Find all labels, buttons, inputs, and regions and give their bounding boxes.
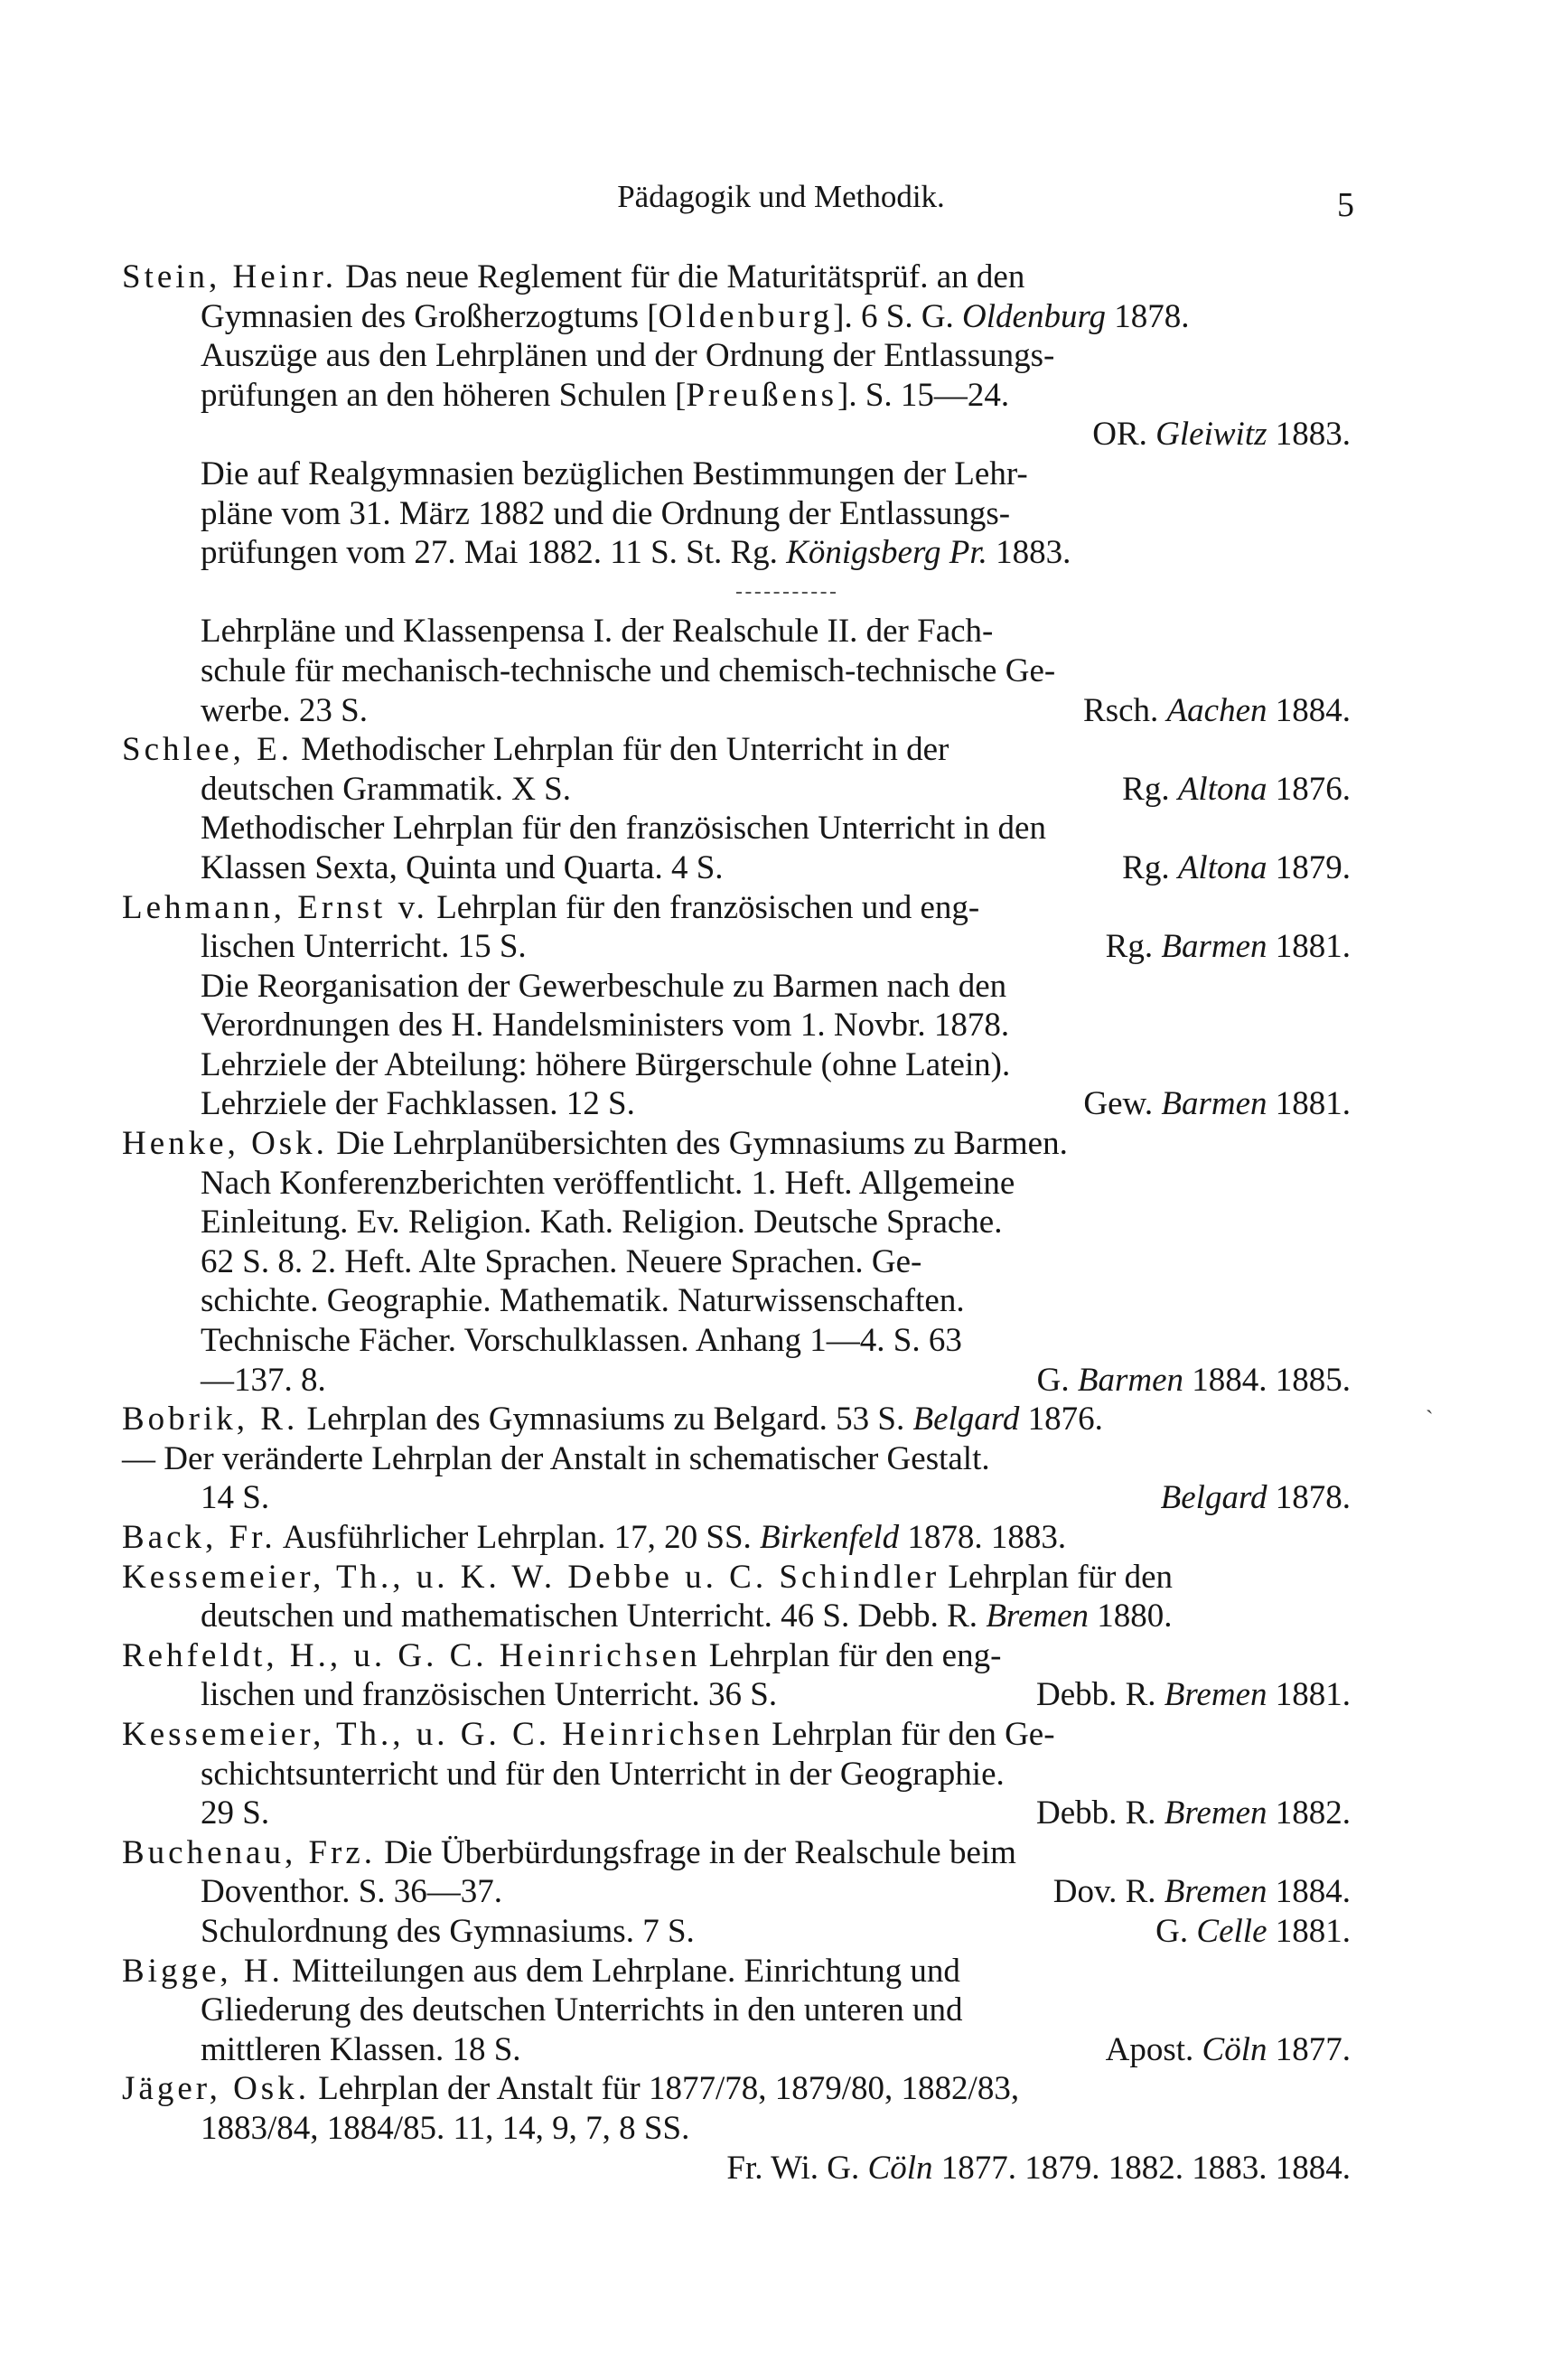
- publication-info: [1106, 927, 1351, 967]
- entry-line: [122, 848, 1351, 888]
- entry-text: Ausführlicher Lehrplan. 17, 20 SS.: [276, 1519, 761, 1556]
- place-name: Königsberg Pr.: [786, 534, 987, 572]
- stray-mark: ˎ: [1426, 1388, 1434, 1414]
- entry-first-line: [122, 1518, 1351, 1558]
- entry-line: [122, 415, 1351, 454]
- entry-text: 62 S. 8. 2. Heft. Alte Sprachen. Neuere Sprachen. Ge-: [201, 1242, 922, 1280]
- entry-text: lischen und französischen Unterricht. 36 S.: [201, 1676, 778, 1714]
- entry-first-line: [122, 1400, 1351, 1439]
- entry-line: [122, 1794, 1351, 1833]
- school-type: Dov. R.: [1052, 1873, 1164, 1911]
- entry-text: Lehrplan für den Ge-: [762, 1715, 1055, 1753]
- entry-text: Methodischer Lehrplan für den Unterricht in der: [292, 731, 949, 769]
- school-type: Debb. R.: [1035, 1676, 1164, 1714]
- entry-text: Lehrziele der Abteilung: höhere Bürgerschule (ohne Latein).: [201, 1045, 1011, 1083]
- entry-text: Nach Konferenzberichten veröffentlicht. 1. Heft. Allgemeine: [201, 1164, 1015, 1202]
- entry-line: [122, 533, 1351, 573]
- entry-text: Lehrplan des Gymnasiums zu Belgard. 53 S.: [298, 1401, 913, 1438]
- entry-line: [122, 770, 1351, 810]
- entry-line: [122, 1991, 1351, 2030]
- entry-author: Lehmann, Ernst v.: [122, 888, 428, 926]
- entry-text: Einleitung. Ev. Religion. Kath. Religion. Deutsche Sprache.: [201, 1204, 1003, 1242]
- entry-line: [122, 2109, 1351, 2149]
- entry-text: Das neue Reglement für die Maturitätsprüf. an den: [337, 258, 1025, 295]
- entry-line: [122, 1203, 1351, 1242]
- place-name: Belgard: [1160, 1479, 1267, 1517]
- entry-text: Gymnasien des Großherzogtums [: [201, 297, 659, 335]
- entry-text: Mitteilungen aus dem Lehrplane. Einrichtung und: [283, 1952, 960, 1990]
- entry-text: Lehrplan für den französischen und eng-: [427, 888, 980, 926]
- entry-year: 1883.: [987, 534, 1071, 572]
- entry-line: [122, 1439, 1351, 1479]
- entry-text: Doventhor. S. 36—37.: [201, 1873, 503, 1911]
- entry-author: Jäger, Osk.: [122, 2070, 310, 2108]
- entry-text: schule für mechanisch-technische und chemisch-technische Ge-: [201, 651, 1056, 689]
- entry-text: Die Lehrplanübersichten des Gymnasiums zu Barmen.: [327, 1125, 1068, 1163]
- entry-text: Methodischer Lehrplan für den französischen Unterricht in den: [201, 810, 1046, 848]
- entry-author: Schlee, E.: [122, 731, 293, 769]
- school-type: Apost.: [1105, 2030, 1202, 2068]
- entry-year: 1882.: [1267, 1794, 1351, 1832]
- school-type: OR.: [1092, 416, 1156, 454]
- entry-text: Die auf Realgymnasien bezüglichen Bestimmungen der Lehr-: [201, 454, 1028, 492]
- entry-line: [122, 809, 1351, 848]
- publication-info: [1122, 848, 1351, 888]
- bibliography-list: [122, 258, 1351, 2188]
- entry-line: [122, 1281, 1351, 1321]
- entry-year: 1884.: [1267, 1873, 1351, 1911]
- place-name: Oldenburg: [962, 297, 1106, 335]
- place-name: Gleiwitz: [1155, 416, 1267, 454]
- entry-author: Kessemeier, Th., u. G. C. Heinrichsen: [122, 1715, 763, 1753]
- publication-info: [1161, 1478, 1351, 1518]
- entry-year: 1884.: [1267, 691, 1351, 729]
- entry-text: schichte. Geographie. Mathematik. Naturwissenschaften.: [201, 1282, 965, 1320]
- entry-text: Lehrpläne und Klassenpensa I. der Realschule II. der Fach-: [201, 613, 994, 651]
- place-name: Barmen: [1161, 1085, 1267, 1123]
- place-name: Belgard: [912, 1401, 1020, 1438]
- entry-author: Stein, Heinr.: [122, 258, 338, 295]
- school-type: Rg.: [1122, 770, 1178, 808]
- entry-author: Henke, Osk.: [122, 1125, 328, 1163]
- entry-text: Auszüge aus den Lehrplänen und der Ordnung der Entlassungs-: [201, 337, 1055, 375]
- entry-text: Technische Fächer. Vorschulklassen. Anhang 1—4. S. 63: [201, 1322, 962, 1360]
- entry-year: 1877. 1879. 1882. 1883. 1884.: [932, 2149, 1351, 2187]
- entry-year: 1880.: [1089, 1598, 1173, 1635]
- entry-author: Kessemeier, Th., u. K. W. Debbe u. C. Schindler: [122, 1558, 940, 1596]
- entry-author: Back, Fr.: [122, 1519, 276, 1556]
- publication-info: [726, 2149, 1351, 2188]
- place-name: Bremen: [1164, 1676, 1267, 1714]
- entry-line: [122, 1242, 1351, 1282]
- entry-text: mittleren Klassen. 18 S.: [201, 2030, 521, 2068]
- entry-line: [122, 651, 1351, 691]
- entry-line: [122, 454, 1351, 494]
- entry-line: [122, 494, 1351, 534]
- entry-line: [122, 1164, 1351, 1204]
- entry-text: prüfungen an den höheren Schulen [: [201, 376, 687, 414]
- entry-line: [122, 2030, 1351, 2070]
- entry-first-line: [122, 1833, 1351, 1873]
- entry-text: werbe. 23 S.: [201, 691, 368, 729]
- publication-info: [1083, 691, 1351, 731]
- publication-info: [1092, 415, 1351, 454]
- entry-line: [122, 2149, 1351, 2188]
- entry-author: Bigge, H.: [122, 1952, 284, 1990]
- entry-line: [122, 336, 1351, 376]
- entry-text: Lehrplan für den eng-: [700, 1636, 1002, 1674]
- entry-author: Bobrik, R.: [122, 1401, 299, 1438]
- place-name: Cöln: [1202, 2030, 1267, 2068]
- place-name: Aachen: [1166, 691, 1267, 729]
- entry-first-line: [122, 1636, 1351, 1676]
- entry-line: [122, 1872, 1351, 1912]
- publication-info: [1155, 1912, 1351, 1952]
- entry-text: 14 S.: [201, 1479, 270, 1517]
- entry-first-line: [122, 258, 1351, 297]
- place-name: Bremen: [1164, 1794, 1267, 1832]
- entry-year: 1878. 1883.: [899, 1519, 1067, 1556]
- school-type: Rg.: [1105, 928, 1162, 966]
- place-name: Birkenfeld: [760, 1519, 900, 1556]
- publication-info: [1122, 770, 1351, 810]
- place-name: Bremen: [1164, 1873, 1267, 1911]
- page-number: 5: [1337, 186, 1354, 224]
- entry-year: 1884. 1885.: [1183, 1361, 1351, 1399]
- entry-first-line: [122, 1124, 1351, 1164]
- school-type: G.: [1155, 1912, 1197, 1950]
- entry-first-line: [122, 1558, 1351, 1598]
- publication-info: [1053, 1872, 1351, 1912]
- school-type: Rg.: [1122, 848, 1178, 886]
- entry-author: Buchenau, Frz.: [122, 1833, 377, 1871]
- entry-text: 1883/84, 1884/85. 11, 14, 9, 7, 8 SS.: [201, 2109, 690, 2147]
- entry-year: 1876.: [1267, 770, 1351, 808]
- entry-text: pläne vom 31. März 1882 und die Ordnung der Entlassungs-: [201, 494, 1011, 532]
- entry-first-line: [122, 1715, 1351, 1755]
- entry-year: 1878.: [1106, 297, 1190, 335]
- entry-text: prüfungen vom 27. Mai 1882. 11 S. St. Rg.: [201, 534, 787, 572]
- entry-text: schichtsunterricht und für den Unterricht in der Geographie.: [201, 1755, 1005, 1793]
- entry-text: Lehrziele der Fachklassen. 12 S.: [201, 1085, 635, 1123]
- entry-text: Gliederung des deutschen Unterrichts in den unteren und: [201, 1991, 963, 2029]
- school-type: Debb. R.: [1035, 1794, 1164, 1832]
- place-name: Altona: [1177, 770, 1267, 808]
- entry-line: [122, 1321, 1351, 1361]
- entry-year: 1877.: [1267, 2030, 1351, 2068]
- entry-year: 1881.: [1267, 1085, 1351, 1123]
- entry-text: Schulordnung des Gymnasiums. 7 S.: [201, 1912, 695, 1950]
- entry-year: 1878.: [1267, 1479, 1351, 1517]
- entry-text: ]. 6 S. G.: [833, 297, 963, 335]
- publication-info: [1083, 1084, 1351, 1124]
- entry-first-line: [122, 1952, 1351, 1991]
- entry-line: [122, 967, 1351, 1007]
- entry-year: 1881.: [1267, 1912, 1351, 1950]
- entry-year: 1883.: [1267, 416, 1351, 454]
- entry-line: [122, 1912, 1351, 1952]
- entry-text: Die Reorganisation der Gewerbeschule zu Barmen nach den: [201, 967, 1007, 1005]
- entry-text: — Der veränderte Lehrplan der Anstalt in schematischer Gestalt.: [122, 1439, 990, 1477]
- place-name: Barmen: [1077, 1361, 1183, 1399]
- entry-first-line: [122, 730, 1351, 770]
- entry-text: Lehrplan für den: [940, 1558, 1174, 1596]
- entry-year: 1881.: [1267, 1676, 1351, 1714]
- entry-text: Klassen Sexta, Quinta und Quarta. 4 S.: [201, 848, 724, 886]
- entry-year: 1881.: [1267, 928, 1351, 966]
- running-header: Pädagogik und Methodik.: [617, 179, 945, 214]
- entry-line: [122, 691, 1351, 731]
- publication-info: [1037, 1361, 1351, 1401]
- school-type: G.: [1036, 1361, 1078, 1399]
- place-name: Cöln: [867, 2149, 933, 2187]
- place-name: Altona: [1177, 848, 1267, 886]
- entry-text: ]. S. 15—24.: [837, 376, 1010, 414]
- entry-text: lischen Unterricht. 15 S.: [201, 928, 527, 966]
- entry-year: 1879.: [1267, 848, 1351, 886]
- entry-line: [122, 1597, 1351, 1636]
- entry-line: [122, 297, 1351, 337]
- entry-text: Die Überbürdungsfrage in der Realschule beim: [376, 1833, 1016, 1871]
- separator-rule: [736, 592, 836, 594]
- entry-line: [122, 612, 1351, 651]
- entry-line: [122, 1478, 1351, 1518]
- entry-first-line: [122, 2069, 1351, 2109]
- entry-text: —137. 8.: [201, 1361, 326, 1399]
- entry-text: Verordnungen des H. Handelsministers vom 1. Novbr. 1878.: [201, 1007, 1010, 1045]
- entry-line: [122, 1045, 1351, 1085]
- entry-line: [122, 1755, 1351, 1794]
- place-name-spaced: Oldenburg: [658, 297, 834, 335]
- entry-author: Rehfeldt, H., u. G. C. Heinrichsen: [122, 1636, 701, 1674]
- place-name-spaced: Preußens: [686, 376, 838, 414]
- section-separator: [122, 573, 1351, 613]
- entry-line: [122, 1361, 1351, 1401]
- entry-first-line: [122, 888, 1351, 928]
- entry-line: [122, 927, 1351, 967]
- school-type: Rsch.: [1083, 691, 1167, 729]
- entry-line: [122, 1006, 1351, 1045]
- publication-info: [1036, 1794, 1351, 1833]
- entry-line: [122, 1084, 1351, 1124]
- place-name: Bremen: [986, 1598, 1090, 1635]
- publication-info: [1036, 1675, 1351, 1715]
- entry-text: deutschen und mathematischen Unterricht. 46 S. Debb. R.: [201, 1598, 987, 1635]
- place-name: Celle: [1196, 1912, 1267, 1950]
- entry-text: deutschen Grammatik. X S.: [201, 770, 571, 808]
- school-type: Gew.: [1083, 1085, 1162, 1123]
- place-name: Barmen: [1161, 928, 1267, 966]
- entry-text: Lehrplan der Anstalt für 1877/78, 1879/80, 1882/83,: [309, 2070, 1020, 2108]
- publication-info: [1106, 2030, 1351, 2070]
- entry-text: 29 S.: [201, 1794, 270, 1832]
- entry-year: 1876.: [1019, 1401, 1103, 1438]
- entry-line: [122, 376, 1351, 416]
- school-type: Fr. Wi. G.: [726, 2149, 868, 2187]
- entry-line: [122, 1675, 1351, 1715]
